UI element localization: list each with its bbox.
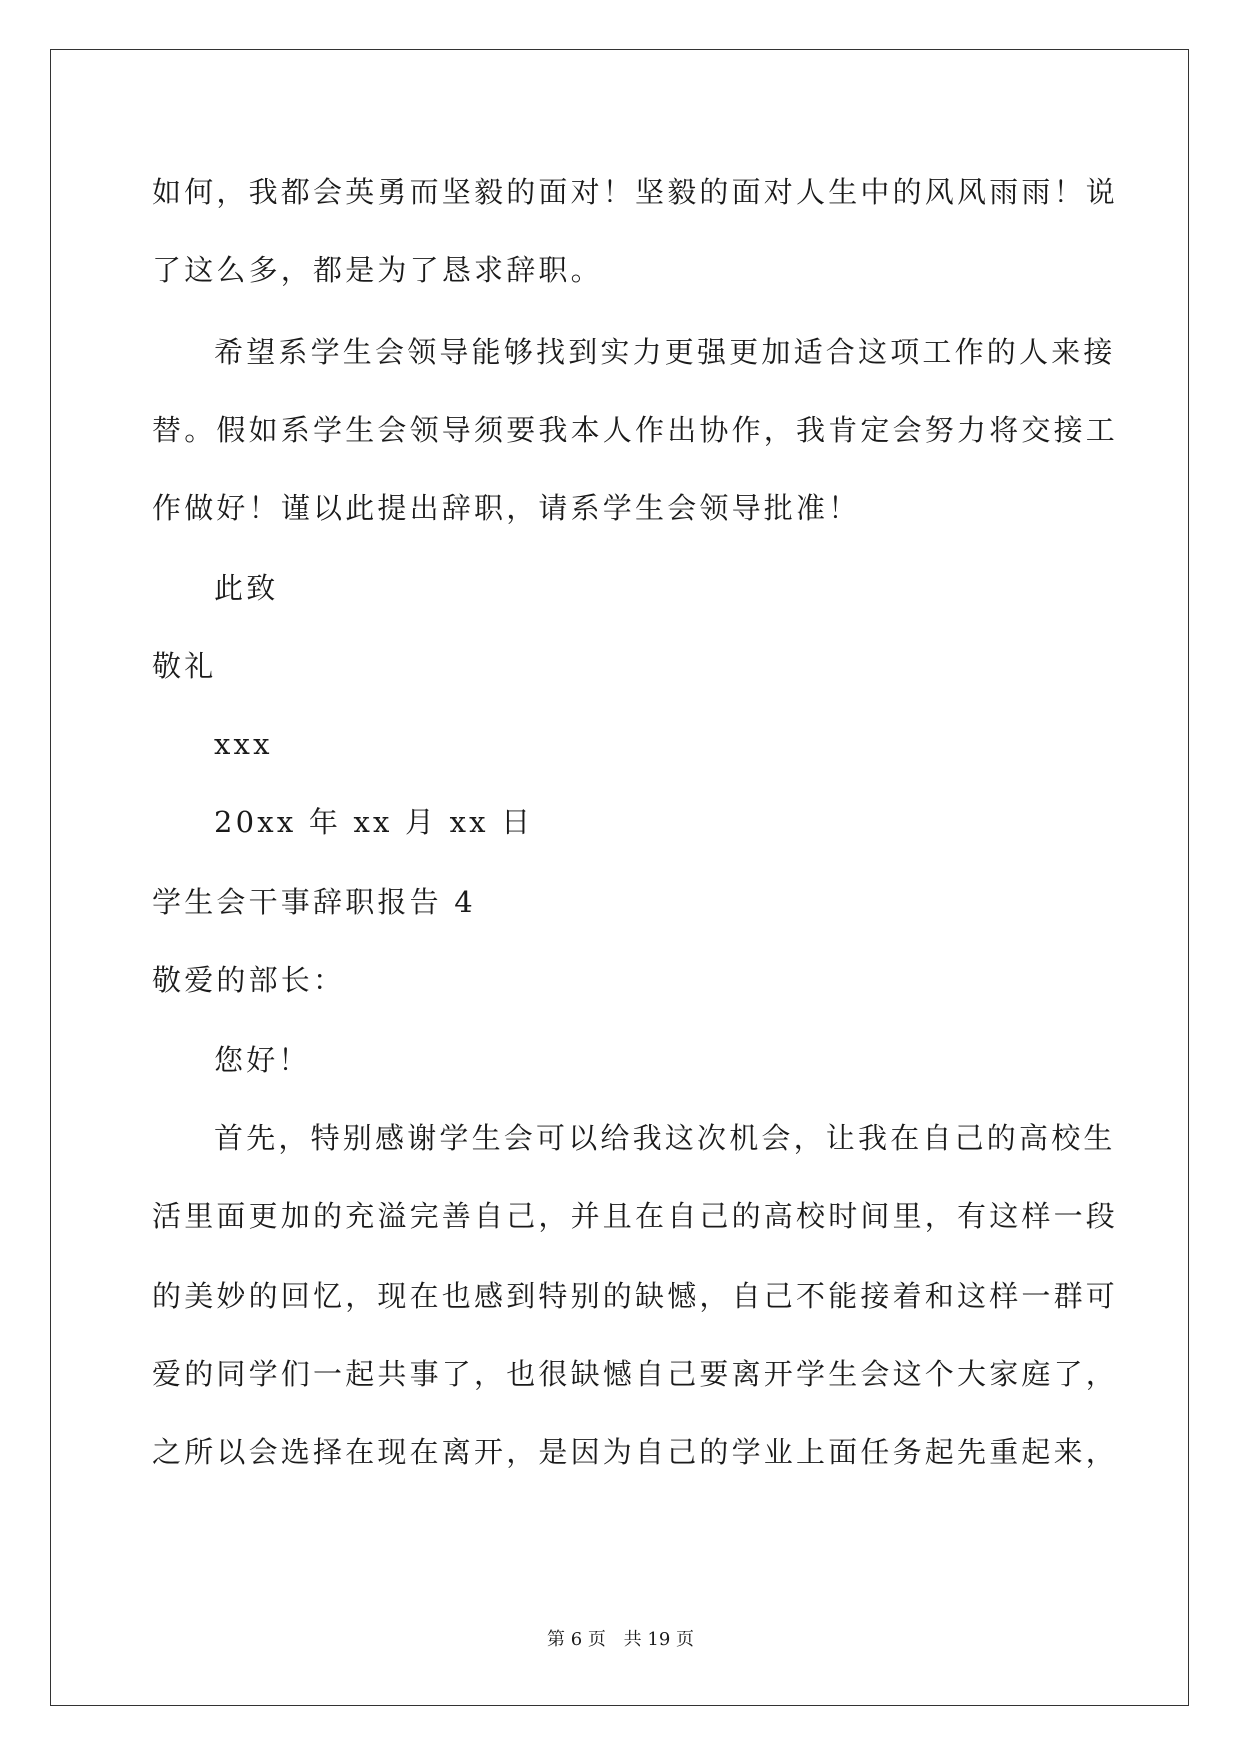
closing-regards: 敬礼 (152, 649, 217, 683)
body-text-line: 之所以会选择在现在离开，是因为自己的学业上面任务起先重起来， (152, 1435, 1119, 1469)
body-text-line: 的美妙的回忆，现在也感到特别的缺憾，自己不能接着和这样一群可 (152, 1279, 1119, 1313)
body-text-line: 希望系学生会领导能够找到实力更强更加适合这项工作的人来接 (214, 335, 1116, 369)
greeting-recipient: 敬爱的部长： (152, 963, 346, 997)
page-total: 共 19 页 (623, 1629, 694, 1650)
body-text-line: 了这么多，都是为了恳求辞职。 (152, 253, 603, 287)
closing-salutation: 此致 (214, 571, 279, 605)
section-title: 学生会干事辞职报告 4 (152, 885, 476, 919)
greeting: 您好！ (214, 1043, 311, 1077)
body-text-line: 如何，我都会英勇而坚毅的面对！坚毅的面对人生中的风风雨雨！说 (152, 175, 1119, 209)
page-number: 第 6 页 (547, 1629, 606, 1650)
body-text-line: 作做好！谨以此提出辞职，请系学生会领导批准！ (152, 491, 861, 525)
signature-date: 20xx 年 xx 月 xx 日 (214, 805, 534, 839)
page-footer (0, 1628, 1241, 1652)
body-text-line: 爱的同学们一起共事了，也很缺憾自己要离开学生会这个大家庭了， (152, 1357, 1119, 1391)
body-text-line: 替。假如系学生会领导须要我本人作出协作，我肯定会努力将交接工 (152, 413, 1119, 447)
body-text-line: 活里面更加的充溢完善自己，并且在自己的高校时间里，有这样一段 (152, 1199, 1119, 1233)
body-text-line: 首先，特别感谢学生会可以给我这次机会，让我在自己的高校生 (214, 1121, 1116, 1155)
signature-name: xxx (214, 727, 273, 761)
